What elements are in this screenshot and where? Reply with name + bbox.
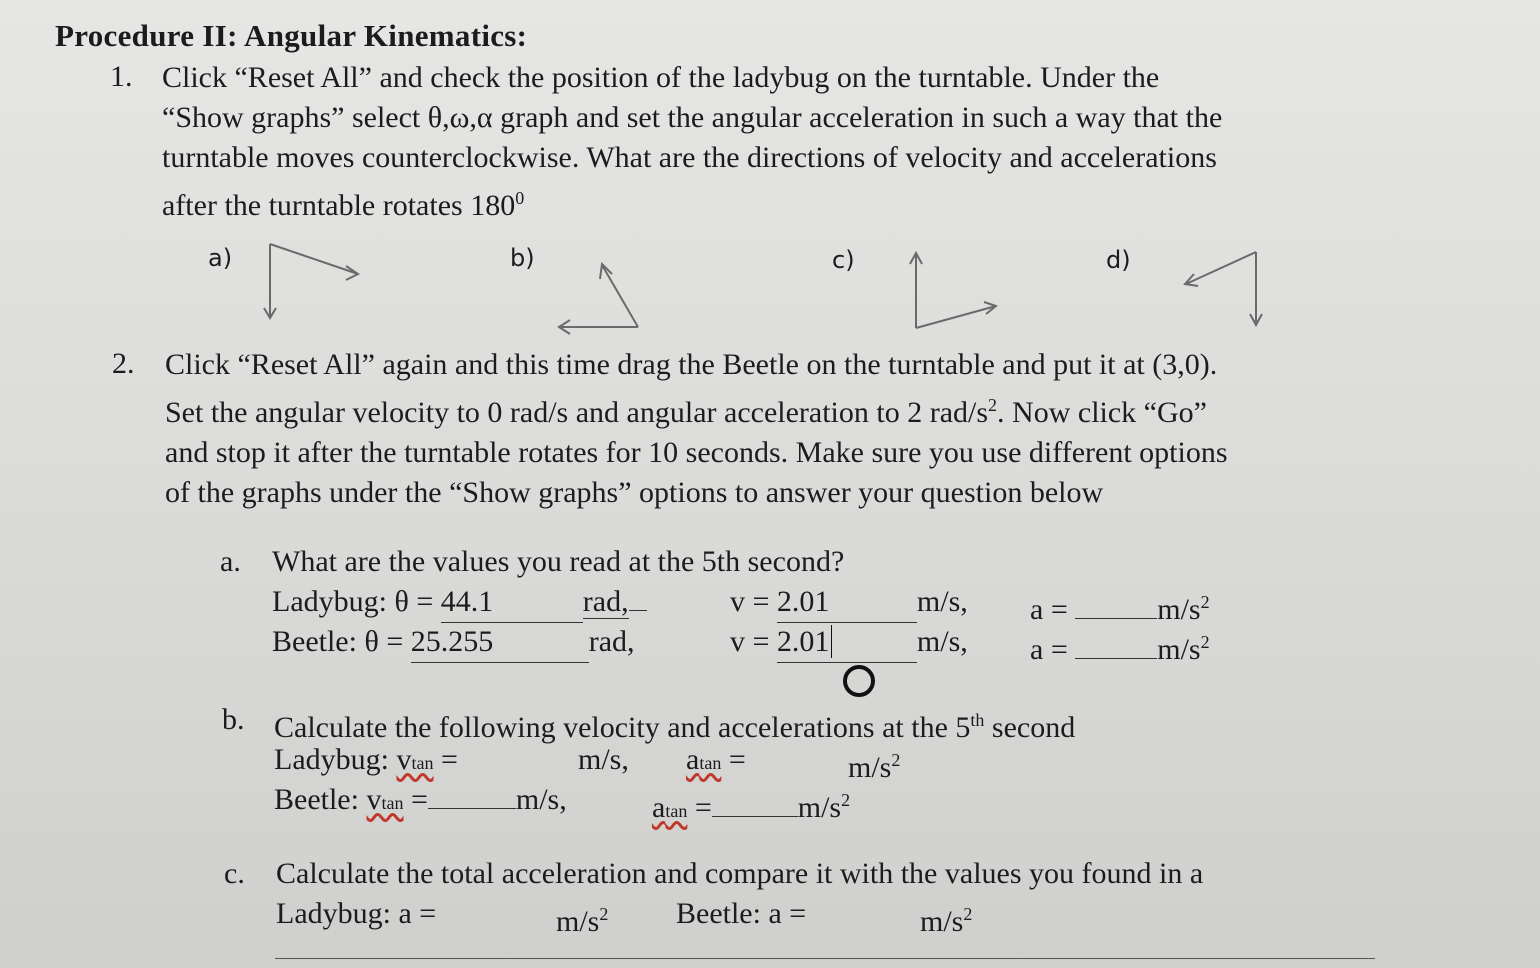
part-b-label: b.: [222, 703, 245, 736]
option-b-label: b): [510, 244, 535, 272]
part-a-label: a.: [220, 545, 241, 578]
ladybug-v-row: v = 2.01 m/s,: [730, 582, 968, 623]
q2-line-3: and stop it after the turntable rotates for 10 seconds. Make sure you use different options: [165, 436, 1228, 469]
beetle-v-row: v = 2.01 m/s,: [730, 622, 968, 663]
beetle-rad-unit: rad,: [588, 625, 635, 658]
q1-line-1: Click “Reset All” and check the position of the ladybug on the turntable. Under the: [162, 61, 1160, 94]
ladybug-atan-row: atan =: [686, 743, 746, 776]
option-d-vector-diagram: [1180, 244, 1280, 332]
beetle-v-value[interactable]: 2.01: [777, 622, 917, 663]
q2-line-1: Click “Reset All” again and this time drag the Beetle on the turntable and put it at (3,0).: [165, 348, 1218, 381]
beetle-a-row: $a = m/s^2$: [1030, 632, 1210, 666]
text-cursor: [831, 625, 832, 658]
beetle-total-a: Beetle: a =: [676, 897, 807, 930]
option-c-label: c): [832, 246, 855, 274]
degree-mark: 0: [515, 188, 525, 208]
q2-number: 2.: [112, 347, 135, 380]
option-c-vector-diagram: [898, 248, 1008, 336]
procedure-title: Procedure II: Angular Kinematics:: [55, 18, 528, 53]
ladybug-theta-row: Ladybug: θ = 44.1 rad,: [272, 582, 647, 623]
ladybug-vtan-unit: m/s,: [578, 743, 629, 776]
q1-number: 1.: [110, 60, 133, 93]
q2-line-4: of the graphs under the “Show graphs” options to answer your question below: [165, 476, 1104, 509]
beetle-vtan-row: Beetle: vtan = m/s,: [274, 783, 567, 816]
ladybug-vtan-row: Ladybug: vtan =: [274, 743, 458, 776]
q2-text: [165, 345, 1228, 513]
option-a-label: a): [208, 244, 233, 272]
beetle-theta-value[interactable]: 25.255: [411, 622, 589, 663]
ladybug-total-a-unit: $m/s^2$: [556, 904, 609, 938]
ladybug-v-value[interactable]: 2.01: [777, 582, 917, 623]
q2-line-2: Set the angular velocity to 0 rad/s and angular acceleration to 2 rad/$s^2$. Now click “Go”: [165, 395, 1207, 429]
option-d-label: d): [1106, 246, 1131, 274]
part-c-question: Calculate the total acceleration and compare it with the values you found in a: [276, 857, 1204, 890]
ladybug-theta-value[interactable]: 44.1: [441, 582, 583, 623]
beetle-theta-row: Beetle: θ = 25.255 rad,: [272, 622, 635, 663]
beetle-vtan-field[interactable]: [428, 808, 516, 809]
part-b-question: Calculate the following velocity and accelerations at the 5th second: [274, 710, 1076, 744]
ladybug-a-field[interactable]: [1075, 618, 1157, 619]
beetle-a-field[interactable]: [1075, 658, 1157, 659]
part-c-label: c.: [224, 857, 245, 890]
ladybug-atan-unit: $m/s^2$: [848, 750, 901, 784]
q1-line-4: after the turntable rotates $180^0$: [162, 188, 525, 222]
option-a-vector-diagram: [250, 232, 370, 327]
bottom-rule: [275, 958, 1375, 959]
q1-line-2: “Show graphs” select θ,ω,α graph and set the angular acceleration in such a way that the: [162, 101, 1223, 134]
beetle-atan-row: $atan = m/s^2$: [652, 790, 851, 824]
touch-cursor-icon: [843, 665, 875, 697]
q1-text: [162, 58, 1222, 226]
ladybug-total-a: Ladybug: a =: [276, 897, 437, 930]
ladybug-rad-unit: rad,: [582, 585, 629, 618]
q1-line-3: turntable moves counterclockwise. What are the directions of velocity and accelerations: [162, 141, 1217, 174]
part-a-question: What are the values you read at the 5th second?: [272, 545, 845, 578]
option-b-vector-diagram: [550, 255, 650, 340]
beetle-atan-field[interactable]: [712, 816, 798, 817]
beetle-total-a-unit: $m/s^2$: [920, 904, 973, 938]
ladybug-a-row: $a = m/s^2$: [1030, 592, 1210, 626]
